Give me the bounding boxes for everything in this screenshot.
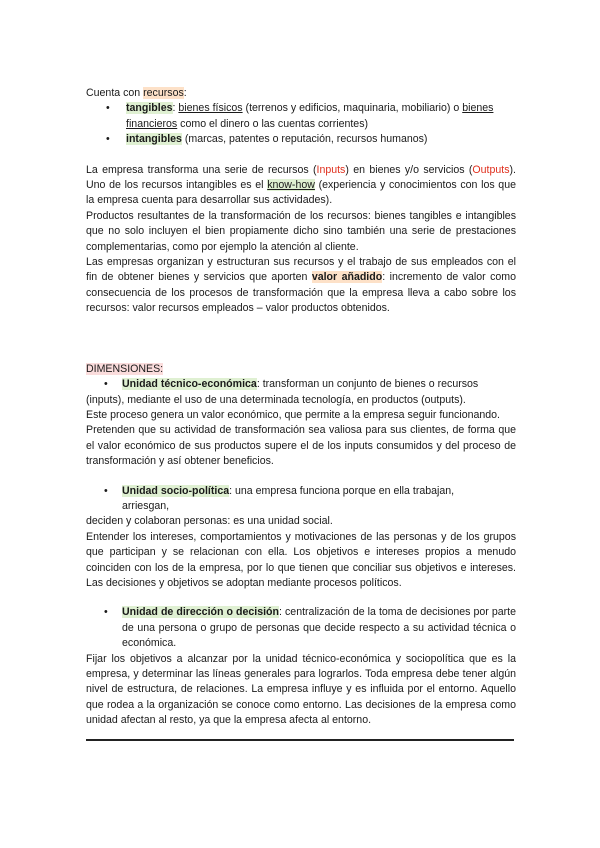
tecnico-p1: Este proceso genera un valor económico, que permite a la empresa seguir funcionando. (86, 408, 500, 421)
tecnico-p2: Pretenden que su actividad de transformación sea valiosa para sus clientes, de forma que el valor económico de sus productos supere el de los inputs consumidos y del proceso de transformación y así obtener beneficios. (86, 424, 516, 468)
p1-c: ). Uno de los recursos intangibles es el (86, 163, 516, 192)
paragraph-transformacion (86, 163, 516, 209)
tecnico-line2: (inputs), mediante el uso de una determinada tecnología, en productos (outputs). (86, 393, 466, 406)
bienes-fisicos: bienes físicos (178, 102, 243, 115)
p1-b: ) en bienes y/o servicios ( (345, 163, 473, 176)
recursos-highlight: recursos (143, 87, 184, 99)
inputs-term: Inputs (316, 163, 346, 176)
paragraph-valor (86, 255, 516, 317)
direccion-line1: : centralización de la toma de decisiones por parte de una persona o grupo de personas que decide respecto a su actividad técnica o económica. (122, 606, 516, 650)
dimensiones-heading: DIMENSIONES: (86, 362, 164, 375)
intangibles-desc: (marcas, patentes o reputación, recursos humanos) (181, 133, 428, 146)
tangibles-sep: : (172, 102, 179, 115)
financieros-desc: como el dinero o las cuentas corrientes) (177, 117, 369, 130)
valor-anadido-term: valor añadido (311, 271, 383, 284)
paragraph-productos: Productos resultantes de la transformación de los recursos: bienes tangibles e intangibles que no solo incluyen el bien propiamente dicho sino también una serie de prestaciones complementarias, como por ejemplo la atención al cliente. (86, 209, 516, 253)
socio-line3: deciden y colaboran personas: es una unidad social. (86, 515, 333, 528)
p1-a: La empresa transforma una serie de recursos ( (86, 163, 317, 176)
recursos-colon: : (183, 87, 187, 99)
bullet-tangibles (86, 101, 516, 132)
document-page (86, 86, 516, 729)
bullet-socio (86, 484, 516, 515)
p1-d: (experiencia y conocimientos con los que la empresa cuenta para desarrollar sus actividades). (86, 179, 516, 207)
recursos-intro-text: Cuenta con (86, 87, 144, 99)
fisicos-desc: (terrenos y edificios, maquinaria, mobiliario) o (242, 102, 463, 115)
bullet-tecnico (86, 377, 516, 392)
p3-a: Las empresas organizan y estructuran sus recursos y el trabajo de sus empleados con el fin de obtener bienes y servicios que aporten (86, 256, 516, 284)
socio-line1: : una empresa funciona porque en ella trabajan, (229, 484, 455, 497)
bullet-icon: • (104, 484, 108, 497)
bullet-icon: • (106, 133, 110, 146)
direccion-term: Unidad de dirección o decisión (122, 606, 280, 619)
outputs-term: Outputs (472, 163, 510, 176)
socio-line2: arriesgan, (122, 499, 170, 512)
direccion-p1: Fijar los objetivos a alcanzar por la unidad técnico-económica y sociopolítica que es la empresa, y determinar las líneas generales para lograrlos. Toda empresa debe tener algún nivel de estructura, de relaciones. La empresa influye y es influida por el entorno. Aquello que rodea a la organización se conoce como entorno. Las decisiones de la empresa como unidad afectan al resto, ya que la empresa afecta al entorno. (86, 652, 516, 727)
bullet-icon: • (104, 378, 108, 391)
tecnico-line1: : transforman un conjunto de bienes o recursos (256, 378, 479, 391)
bullet-icon: • (104, 606, 108, 619)
bullet-intangibles (86, 132, 516, 147)
tangibles-term: tangibles (126, 102, 173, 115)
recursos-intro (86, 86, 516, 101)
bullet-direccion (86, 605, 516, 651)
socio-p1: Entender los intereses, comportamientos y motivaciones de las personas y de los grupos que participan y se relacionan con ella. Los objetivos e intereses propios a menudo coinciden con los de la empresa, por lo que tienen que conciliar sus objetivos e intereses. Las decisiones y objetivos se adoptan mediante procesos políticos. (86, 530, 516, 589)
bienes-financieros-1: bienes (462, 102, 494, 115)
tecnico-term: Unidad técnico-económica (122, 378, 257, 391)
knowhow-term: know-how (267, 179, 315, 192)
horizontal-rule (86, 739, 514, 741)
dimensiones-title (86, 362, 516, 377)
socio-term: Unidad socio-política (122, 484, 230, 497)
p3-b: : incremento de valor como consecuencia de los procesos de transformación que la empresa lleva a cabo sobre los recursos: valor recursos empleados – valor productos obtenidos. (86, 271, 516, 315)
bullet-icon: • (106, 102, 110, 115)
bienes-financieros-2: financieros (126, 117, 178, 130)
intangibles-term: intangibles (126, 133, 182, 146)
